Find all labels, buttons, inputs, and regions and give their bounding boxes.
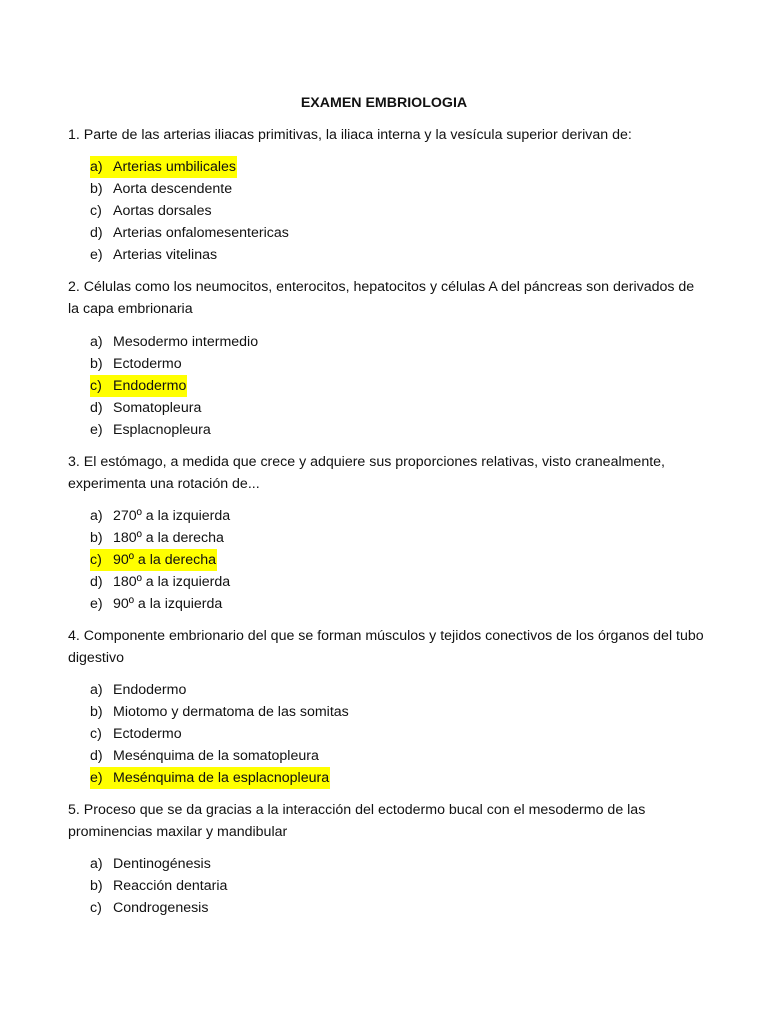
question-3-option-c: c) 90º a la derecha	[90, 549, 231, 571]
option-text: Mesodermo intermedio	[113, 334, 259, 350]
question-1-option-a: a) Arterias umbilicales	[90, 156, 290, 178]
question-3-option-e: e) 90º a la izquierda	[90, 596, 223, 612]
exam-title: EXAMEN EMBRIOLOGIA	[300, 95, 468, 111]
question-4-option-e: e) Mesénquima de la esplacnopleura	[90, 767, 350, 789]
question-1-option-e: e) Arterias vitelinas	[90, 247, 218, 263]
question-1-text: 1. Parte de las arterias iliacas primitivas, la iliaca interna y la vesícula superior derivan de:	[68, 127, 632, 143]
question-5-option-a: a) Dentinogénesis	[90, 856, 211, 872]
question-3-text: 3. El estómago, a medida que crece y adquiere sus proporciones relativas, visto cranealmente, experimenta una rotación de...	[68, 454, 665, 492]
question-2-option-e: e) Esplacnopleura	[90, 422, 211, 438]
question-5-option-c: c) Condrogenesis	[90, 900, 209, 916]
question-3-options	[90, 505, 231, 615]
question-3-option-a: a) 270º a la izquierda	[90, 508, 231, 524]
option-text: Miotomo y dermatoma de las somitas	[113, 704, 349, 720]
option-text: Aortas dorsales	[113, 203, 212, 219]
option-text: 90º a la derecha	[113, 552, 216, 568]
option-text: 180º a la derecha	[113, 530, 224, 546]
option-text: Arterias onfalomesentericas	[113, 225, 289, 241]
question-2-text: 2. Células como los neumocitos, enterocitos, hepatocitos y células A del páncreas son derivados de la capa embrionaria	[68, 279, 695, 317]
question-1-option-b: b) Aorta descendente	[90, 181, 233, 197]
question-2-options	[90, 331, 259, 441]
question-1-option-d: d) Arterias onfalomesentericas	[90, 225, 289, 241]
question-5-option-b: b) Reacción dentaria	[90, 878, 228, 894]
question-1-option-c: c) Aortas dorsales	[90, 203, 212, 219]
question-5-options	[90, 853, 228, 919]
option-text: Endodermo	[113, 378, 187, 394]
option-text: 90º a la izquierda	[113, 596, 223, 612]
option-text: Ectodermo	[113, 356, 182, 372]
question-4-option-d: d) Mesénquima de la somatopleura	[90, 748, 319, 764]
option-text: Mesénquima de la esplacnopleura	[113, 770, 330, 786]
option-text: Esplacnopleura	[113, 422, 211, 438]
option-text: Dentinogénesis	[113, 856, 211, 872]
question-3-option-b: b) 180º a la derecha	[90, 530, 224, 546]
question-4-text: 4. Componente embrionario del que se forman músculos y tejidos conectivos de los órganos del tubo digestivo	[68, 628, 704, 666]
option-text: Condrogenesis	[113, 900, 209, 916]
question-4-options	[90, 679, 350, 789]
question-2-option-d: d) Somatopleura	[90, 400, 202, 416]
option-text: 270º a la izquierda	[113, 508, 231, 524]
option-text: Mesénquima de la somatopleura	[113, 748, 319, 764]
option-text: Reacción dentaria	[113, 878, 228, 894]
option-text: Ectodermo	[113, 726, 182, 742]
option-text: Endodermo	[113, 682, 187, 698]
option-text: Arterias umbilicales	[113, 159, 236, 175]
option-text: 180º a la izquierda	[113, 574, 231, 590]
question-4-option-a: a) Endodermo	[90, 682, 187, 698]
question-2-option-c: c) Endodermo	[90, 375, 259, 397]
question-3-option-d: d) 180º a la izquierda	[90, 574, 231, 590]
question-4-option-c: c) Ectodermo	[90, 726, 182, 742]
question-2-option-b: b) Ectodermo	[90, 356, 182, 372]
question-2-option-a: a) Mesodermo intermedio	[90, 334, 259, 350]
question-4-option-b: b) Miotomo y dermatoma de las somitas	[90, 704, 349, 720]
option-text: Aorta descendente	[113, 181, 233, 197]
question-5-text: 5. Proceso que se da gracias a la interacción del ectodermo bucal con el mesodermo de las prominencias maxilar y mandibular	[68, 802, 646, 840]
question-1-options	[90, 156, 290, 266]
option-text: Somatopleura	[113, 400, 202, 416]
option-text: Arterias vitelinas	[113, 247, 218, 263]
